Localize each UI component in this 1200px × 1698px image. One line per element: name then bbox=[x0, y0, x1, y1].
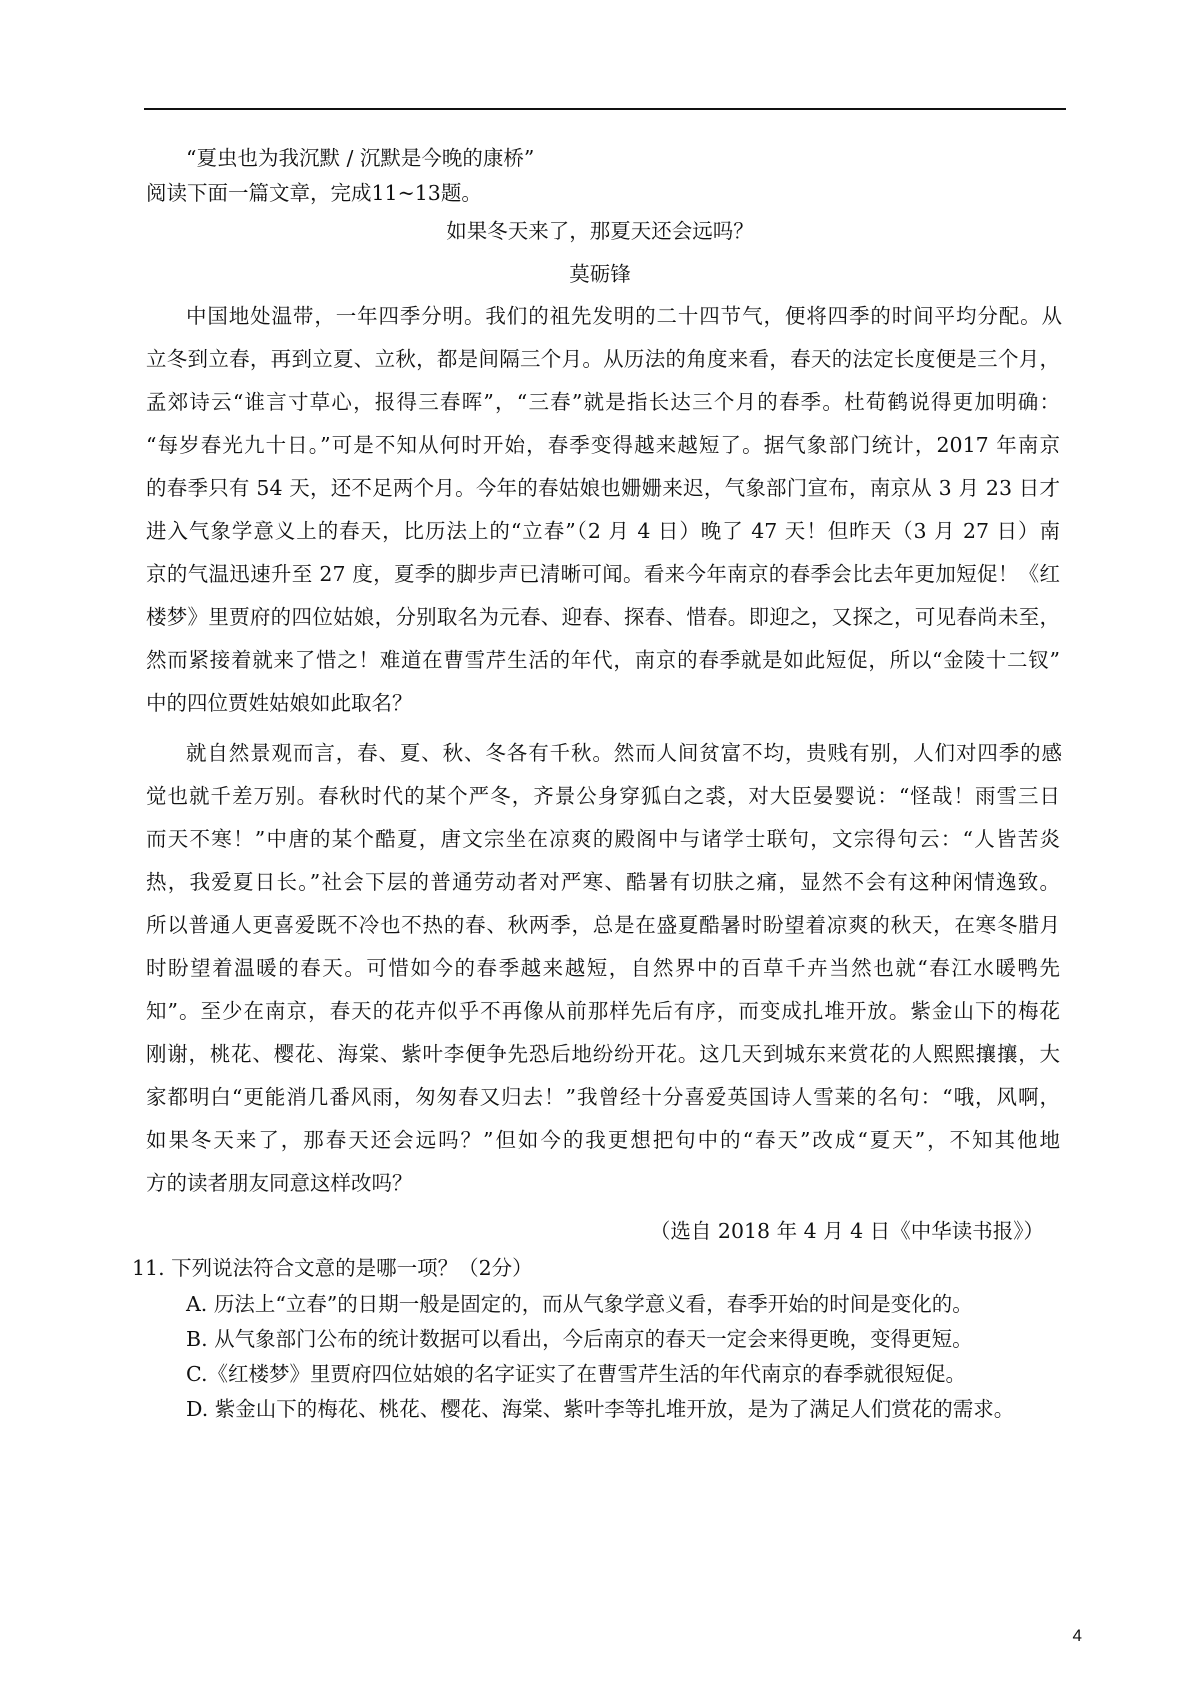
paragraph-line: 知”。至少在南京，春天的花卉似乎不再像从前那样先后有序，而变成扎堆开放。紫金山下的梅花 bbox=[146, 999, 1060, 1023]
paragraph-line: 然而紧接着就来了惜之！难道在曹雪芹生活的年代，南京的春季就是如此短促，所以“金陵十二钗” bbox=[146, 648, 1060, 672]
paragraph-line: 就自然景观而言，春、夏、秋、冬各有千秋。然而人间贫富不均，贵贱有别，人们对四季的感 bbox=[186, 741, 1062, 765]
article-source: （选自 2018 年 4 月 4 日《中华读书报》） bbox=[649, 1219, 1044, 1243]
paragraph-line: 觉也就千差万别。春秋时代的某个严冬，齐景公身穿狐白之裘，对大臣晏婴说：“怪哉！雨雪三日 bbox=[146, 784, 1060, 808]
paragraph-line: 家都明白“更能消几番风雨，匆匆春又归去！”我曾经十分喜爱英国诗人雪莱的名句：“哦，风啊， bbox=[146, 1085, 1060, 1109]
paragraph-line: 京的气温迅速升至 27 度，夏季的脚步声已清晰可闻。看来今年南京的春季会比去年更加短促！《红 bbox=[146, 562, 1060, 586]
article-author: 莫砺锋 bbox=[569, 262, 631, 286]
paragraph-line: 时盼望着温暖的春天。可惜如今的春季越来越短，自然界中的百草千卉当然也就“春江水暖鸭先 bbox=[146, 956, 1060, 980]
header-rule bbox=[144, 108, 1066, 110]
question-stem: 11. 下列说法符合文意的是哪一项？（2分） bbox=[132, 1256, 533, 1280]
option-a: A. 历法上“立春”的日期一般是固定的，而从气象学意义看，春季开始的时间是变化的。 bbox=[186, 1292, 973, 1316]
paragraph-line: 孟郊诗云“谁言寸草心，报得三春晖”，“三春”就是指长达三个月的春季。杜荀鹤说得更加明确： bbox=[146, 390, 1060, 414]
option-d: D. 紫金山下的梅花、桃花、樱花、海棠、紫叶李等扎堆开放，是为了满足人们赏花的需求。 bbox=[186, 1397, 1015, 1421]
paragraph-line: 热，我爱夏日长。”社会下层的普通劳动者对严寒、酷暑有切肤之痛，显然不会有这种闲情逸致。 bbox=[146, 870, 1060, 894]
paragraph-line: 进入气象学意义上的春天，比历法上的“立春”（2 月 4 日）晚了 47 天！但昨天（3 月 27 日）南 bbox=[146, 519, 1060, 543]
paragraph-line: 中的四位贾姓姑娘如此取名？ bbox=[146, 691, 413, 715]
paragraph-line: 所以普通人更喜爱既不冷也不热的春、秋两季，总是在盛夏酷暑时盼望着凉爽的秋天，在寒冬腊月 bbox=[146, 913, 1060, 937]
paragraph-line: 而天不寒！”中唐的某个酷夏，唐文宗坐在凉爽的殿阁中与诸学士联句，文宗得句云：“人皆苦炎 bbox=[146, 827, 1060, 851]
option-c: C.《红楼梦》里贾府四位姑娘的名字证实了在曹雪芹生活的年代南京的春季就很短促。 bbox=[186, 1362, 966, 1386]
article-title: 如果冬天来了，那夏天还会远吗？ bbox=[446, 219, 754, 243]
paragraph-line: 刚谢，桃花、樱花、海棠、紫叶李便争先恐后地纷纷开花。这几天到城东来赏花的人熙熙攘攘，大 bbox=[146, 1042, 1060, 1066]
paragraph-line: 方的读者朋友同意这样改吗？ bbox=[146, 1171, 413, 1195]
reading-instruction: 阅读下面一篇文章，完成11~13题。 bbox=[146, 181, 482, 205]
paragraph-line: 立冬到立春，再到立夏、立秋，都是间隔三个月。从历法的角度来看，春天的法定长度便是三个月， bbox=[146, 347, 1060, 371]
paragraph-line: 的春季只有 54 天，还不足两个月。今年的春姑娘也姗姗来迟，气象部门宣布，南京从 3 月 23 日才 bbox=[146, 476, 1060, 500]
poem-quote: “夏虫也为我沉默 / 沉默是今晚的康桥” bbox=[186, 146, 535, 170]
paragraph-line: 中国地处温带，一年四季分明。我们的祖先发明的二十四节气，便将四季的时间平均分配。从 bbox=[186, 304, 1062, 328]
paragraph-line: 如果冬天来了，那春天还会远吗？”但如今的我更想把句中的“春天”改成“夏天”，不知其他地 bbox=[146, 1128, 1060, 1152]
paragraph-line: 楼梦》里贾府的四位姑娘，分别取名为元春、迎春、探春、惜春。即迎之，又探之，可见春尚未至， bbox=[146, 605, 1060, 629]
paragraph-line: “每岁春光九十日。”可是不知从何时开始，春季变得越来越短了。据气象部门统计，2017 年南京 bbox=[146, 433, 1060, 457]
page-number: 4 bbox=[1072, 1626, 1082, 1645]
option-b: B. 从气象部门公布的统计数据可以看出，今后南京的春天一定会来得更晚，变得更短。 bbox=[186, 1327, 973, 1351]
